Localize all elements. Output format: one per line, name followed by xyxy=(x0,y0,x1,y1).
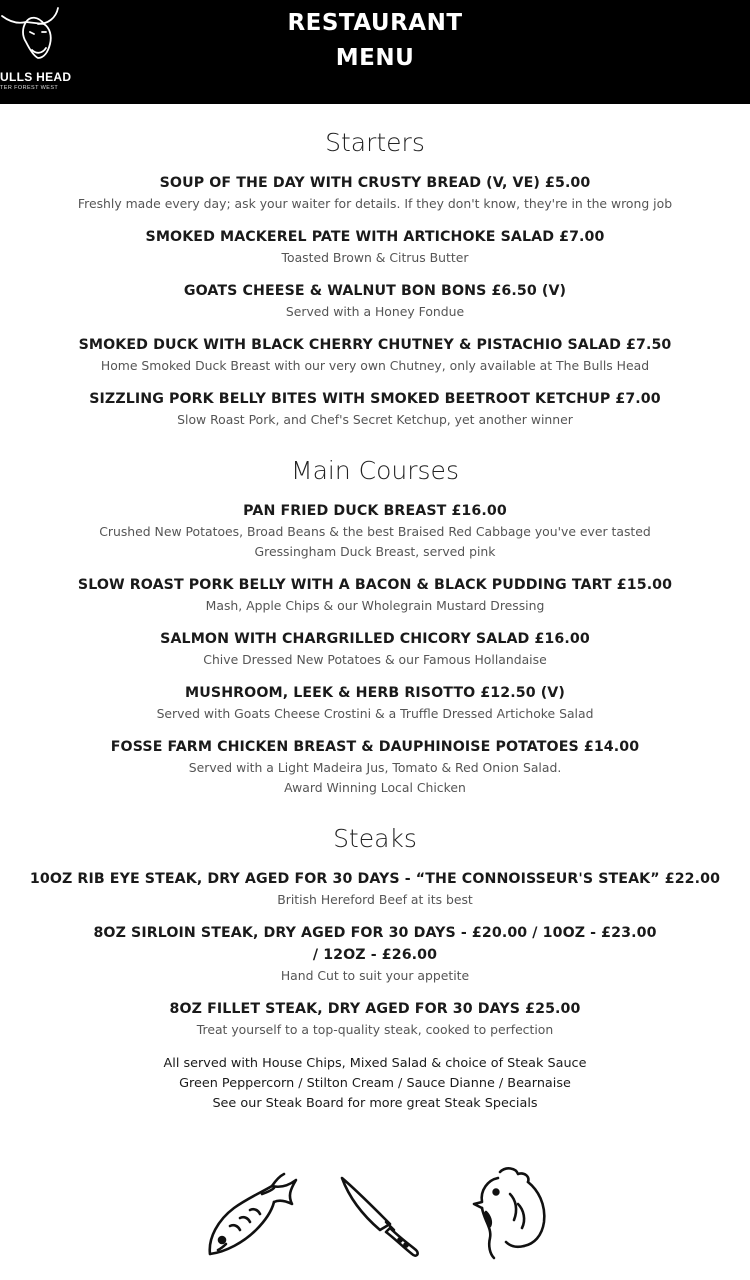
item-description: Freshly made every day; ask your waiter for details. If they don't know, they're in the wrong job xyxy=(77,196,673,211)
menu-item xyxy=(0,736,750,798)
item-name: MUSHROOM, LEEK & HERB RISOTTO £12.50 (V) xyxy=(185,685,565,701)
header-title-line-1: RESTAURANT xyxy=(287,10,463,36)
steaks-section xyxy=(0,822,750,1114)
item-name: 8OZ FILLET STEAK, DRY AGED FOR 30 DAYS £25.00 xyxy=(169,1001,581,1017)
menu-item xyxy=(0,574,750,616)
item-description: Chive Dressed New Potatoes & our Famous Hollandaise xyxy=(203,652,547,667)
item-description: Served with a Honey Fondue xyxy=(285,304,465,319)
menu-item xyxy=(0,172,750,214)
menu-header xyxy=(0,0,750,104)
item-name-continued: / 12OZ - £26.00 xyxy=(312,947,438,963)
item-description: Served with a Light Madeira Jus, Tomato & Red Onion Salad. xyxy=(188,760,562,775)
header-title-line-2: MENU xyxy=(335,45,415,71)
menu-item xyxy=(0,682,750,724)
item-description: Award Winning Local Chicken xyxy=(284,780,466,795)
item-description: Treat yourself to a top-quality steak, cooked to perfection xyxy=(196,1022,554,1037)
fish-icon xyxy=(200,1166,300,1262)
item-description: Home Smoked Duck Breast with our very own Chutney, only available at The Bulls Head xyxy=(100,358,650,373)
menu-item xyxy=(0,388,750,430)
section-title-starters: Starters xyxy=(325,128,425,157)
menu-item xyxy=(0,628,750,670)
menu-item xyxy=(0,998,750,1040)
menu-item xyxy=(0,500,750,562)
item-description: Hand Cut to suit your appetite xyxy=(280,968,470,983)
item-name: 8OZ SIRLOIN STEAK, DRY AGED FOR 30 DAYS - £20.00 / 10OZ - £23.00 xyxy=(93,925,657,941)
steak-note-line: See our Steak Board for more great Steak Specials xyxy=(212,1096,538,1111)
item-name: SOUP OF THE DAY WITH CRUSTY BREAD (V, VE) £5.00 xyxy=(159,175,591,191)
item-description: Mash, Apple Chips & our Wholegrain Mustard Dressing xyxy=(205,598,545,613)
starters-section xyxy=(0,126,750,430)
section-title-main-courses: Main Courses xyxy=(291,456,459,485)
item-description: Toasted Brown & Citrus Butter xyxy=(281,250,469,265)
knife-icon xyxy=(336,1172,426,1258)
item-name: SLOW ROAST PORK BELLY WITH A BACON & BLACK PUDDING TART £15.00 xyxy=(77,577,673,593)
menu-item xyxy=(0,922,750,986)
item-name: FOSSE FARM CHICKEN BREAST & DAUPHINOISE POTATOES £14.00 xyxy=(110,739,640,755)
main-courses-section xyxy=(0,454,750,798)
item-name: GOATS CHEESE & WALNUT BON BONS £6.50 (V) xyxy=(183,283,567,299)
item-name: SMOKED MACKEREL PATE WITH ARTICHOKE SALAD £7.00 xyxy=(145,229,605,245)
menu-item xyxy=(0,280,750,322)
logo-name: ULLS HEAD xyxy=(0,70,72,84)
item-name: SALMON WITH CHARGRILLED CHICORY SALAD £16.00 xyxy=(160,631,590,647)
section-title-steaks: Steaks xyxy=(333,824,417,853)
item-name: 10OZ RIB EYE STEAK, DRY AGED FOR 30 DAYS - “THE CONNOISSEUR'S STEAK” £22.00 xyxy=(29,871,721,887)
item-description: Slow Roast Pork, and Chef's Secret Ketchup, yet another winner xyxy=(177,412,573,427)
logo-subtitle: TER FOREST WEST xyxy=(0,85,59,91)
item-name: PAN FRIED DUCK BREAST £16.00 xyxy=(243,503,507,519)
footer-illustrations xyxy=(0,1160,750,1270)
steak-notes xyxy=(0,1054,750,1114)
item-name: SIZZLING PORK BELLY BITES WITH SMOKED BEETROOT KETCHUP £7.00 xyxy=(89,391,661,407)
item-name: SMOKED DUCK WITH BLACK CHERRY CHUTNEY & PISTACHIO SALAD £7.50 xyxy=(78,337,672,353)
item-description: British Hereford Beef at its best xyxy=(277,892,473,907)
item-description: Crushed New Potatoes, Broad Beans & the best Braised Red Cabbage you've ever tasted xyxy=(99,524,651,539)
menu-content xyxy=(0,126,750,1114)
menu-item xyxy=(0,226,750,268)
menu-item xyxy=(0,868,750,910)
menu-item xyxy=(0,334,750,376)
steak-note-line: Green Peppercorn / Stilton Cream / Sauce Dianne / Bearnaise xyxy=(179,1076,571,1091)
item-description: Gressingham Duck Breast, served pink xyxy=(254,544,496,559)
steak-note-line: All served with House Chips, Mixed Salad & choice of Steak Sauce xyxy=(163,1056,587,1071)
item-description: Served with Goats Cheese Crostini & a Truffle Dressed Artichoke Salad xyxy=(156,706,594,721)
chicken-icon xyxy=(470,1164,554,1260)
